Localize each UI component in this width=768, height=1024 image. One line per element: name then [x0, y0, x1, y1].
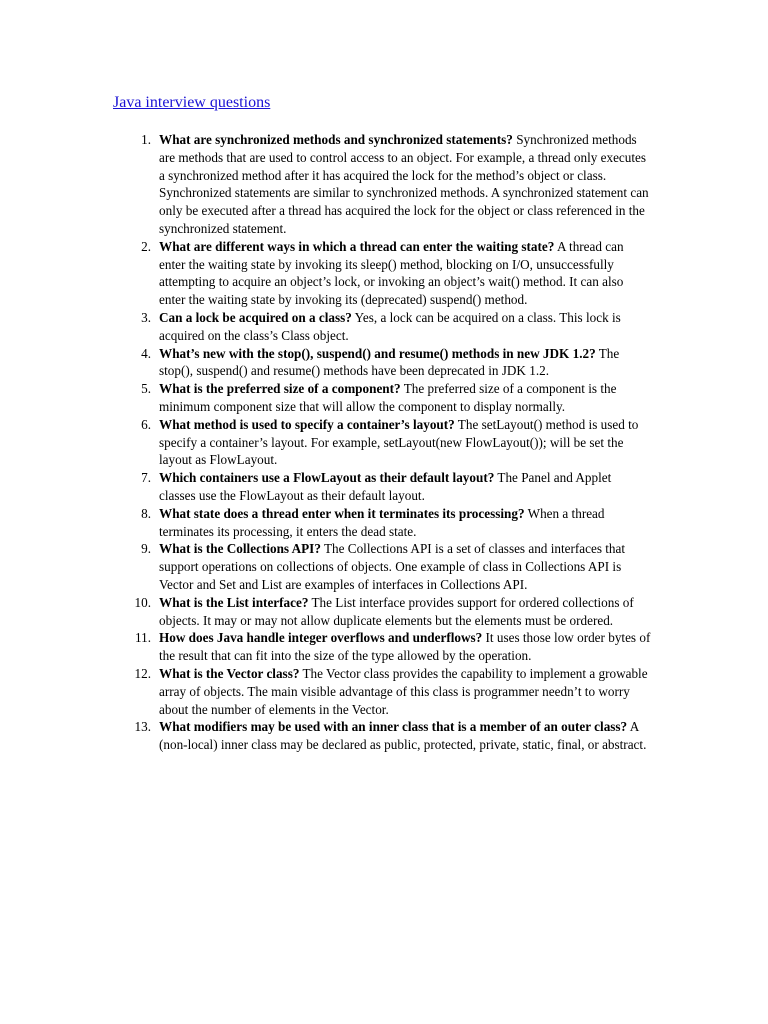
- list-item: [0, 540, 768, 593]
- item-text: [159, 469, 651, 505]
- list-item: [0, 718, 768, 754]
- item-text: [159, 665, 651, 718]
- item-text: [159, 238, 651, 309]
- item-text: [159, 594, 651, 630]
- question-text: What are synchronized methods and synchronized statements?: [159, 132, 513, 147]
- question-list: [0, 131, 768, 754]
- document-title: Java interview questions: [113, 94, 271, 111]
- list-item: [0, 594, 768, 630]
- item-text: [159, 131, 651, 238]
- list-item: [0, 345, 768, 381]
- answer-text: Yes, a lock can be acquired on a class. This lock is acquired on the class’s Class object.: [159, 309, 621, 343]
- answer-text: The Collections API is a set of classes and interfaces that support operations on collections of objects. One example of class in Collections API is Vector and Set and List are examples of interfaces in Collections API.: [159, 541, 626, 592]
- answer-text: The preferred size of a component is the minimum component size that will allow the component to display normally.: [159, 381, 617, 414]
- item-number: 5.: [141, 381, 151, 397]
- answer-text: It uses those low order bytes of the result that can fit into the size of the type allowed by the operation.: [159, 630, 651, 664]
- answer-text: When a thread terminates its processing, it enters the dead state.: [159, 505, 605, 539]
- question-text: What’s new with the stop(), suspend() and resume() methods in new JDK 1.2?: [159, 345, 596, 361]
- item-number: 6.: [141, 416, 151, 432]
- list-item: [0, 629, 768, 665]
- list-item: [0, 665, 768, 718]
- item-number: 10.: [134, 594, 151, 610]
- item-number: 12.: [134, 665, 151, 681]
- item-number: 3.: [141, 309, 151, 325]
- question-text: What is the Collections API?: [159, 541, 321, 557]
- list-item: [0, 416, 768, 469]
- question-text: What is the preferred size of a component?: [159, 381, 401, 397]
- list-item: [0, 469, 768, 505]
- answer-text: A thread can enter the waiting state by invoking its sleep() method, blocking on I/O, unsuccessfully attempting to acquire an object’s lock, or invoking an object’s wait() method. It can also enter the waiting state by invoking its (deprecated) suspend() method.: [159, 238, 624, 308]
- item-number: 2.: [141, 238, 151, 254]
- item-text: [159, 309, 651, 345]
- item-text: [159, 505, 651, 541]
- question-text: What state does a thread enter when it terminates its processing?: [159, 505, 525, 521]
- answer-text: The Vector class provides the capability to implement a growable array of objects. The main visible advantage of this class is programmer needn’t to worry about the number of elements in the Vector.: [159, 665, 648, 717]
- question-text: Which containers use a FlowLayout as their default layout?: [159, 470, 495, 486]
- list-item: [0, 309, 768, 345]
- question-text: What method is used to specify a container’s layout?: [159, 416, 455, 432]
- question-text: Can a lock be acquired on a class?: [159, 309, 352, 325]
- answer-text: The List interface provides support for ordered collections of objects. It may or may not allow duplicate elements but the elements must be ordered.: [159, 594, 634, 628]
- item-number: 13.: [134, 719, 151, 735]
- item-number: 11.: [135, 630, 151, 646]
- item-text: [159, 629, 651, 665]
- question-text: What modifiers may be used with an inner class that is a member of an outer class?: [159, 719, 628, 735]
- answer-text: The stop(), suspend() and resume() methods have been deprecated in JDK 1.2.: [159, 345, 620, 379]
- item-text: [159, 380, 651, 416]
- list-item: [0, 380, 768, 416]
- question-text: How does Java handle integer overflows and underflows?: [159, 630, 483, 646]
- item-number: 1.: [141, 132, 151, 147]
- answer-text: Synchronized methods are methods that are used to control access to an object. For example, a thread only executes a synchronized method after it has acquired the lock for the method’s object or class. Synchronized statements are similar to synchronized methods. A synchronized statement can only be executed after a thread has acquired the lock for the object or class referenced in the synchronized statement.: [159, 132, 649, 236]
- list-item: [0, 131, 768, 238]
- list-item: [0, 238, 768, 309]
- answer-text: The Panel and Applet classes use the FlowLayout as their default layout.: [159, 470, 612, 503]
- question-text: What are different ways in which a thread can enter the waiting state?: [159, 238, 555, 254]
- answer-text: A (non-local) inner class may be declared as public, protected, private, static, final, or abstract.: [159, 719, 647, 753]
- item-text: [159, 540, 651, 593]
- item-number: 8.: [141, 505, 151, 521]
- item-number: 4.: [141, 345, 151, 361]
- item-text: [159, 718, 651, 754]
- item-text: [159, 345, 651, 381]
- item-text: [159, 416, 651, 469]
- list-item: [0, 505, 768, 541]
- item-number: 9.: [141, 541, 151, 557]
- answer-text: The setLayout() method is used to specify a container’s layout. For example, setLayout(new FlowLayout()); will be set the layout as FlowLayout.: [159, 416, 639, 468]
- question-text: What is the List interface?: [159, 594, 309, 610]
- question-text: What is the Vector class?: [159, 665, 300, 681]
- item-number: 7.: [141, 470, 151, 486]
